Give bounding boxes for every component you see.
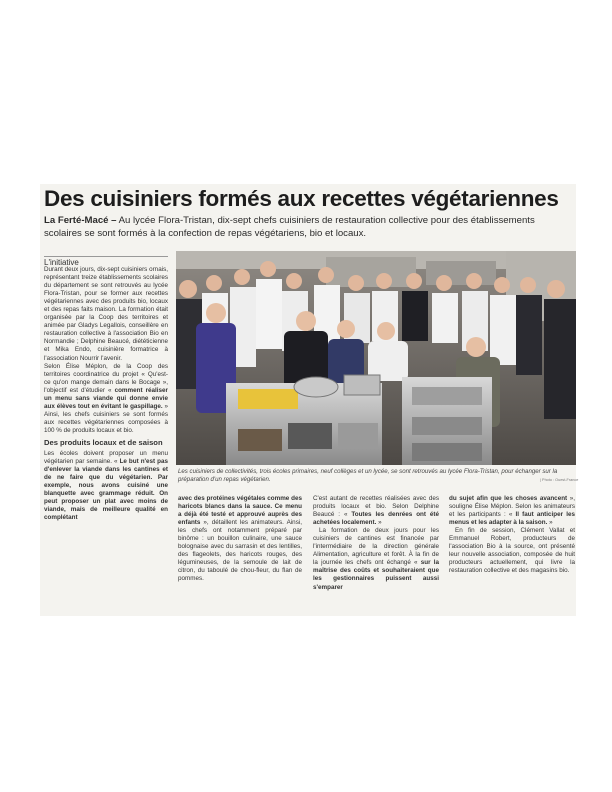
subheading: Des produits locaux et de saison [44,437,163,447]
text-run: La formation de deux jours pour les cuisiniers de cantines est financée par l'intermédiaire de la direction générale Alimentation, agriculture et forêt. À la fin de la journée les chefs ont échangé « [313,527,439,567]
paragraph [44,450,168,522]
headline: Des cuisiniers formés aux recettes végétariennes [44,186,559,211]
paragraph: En fin de session, Clément Vallat et Emmanuel Robert, producteurs de l'association Bio à la source, ont présenté leur nouvelle association, composée de huit producteurs actuellement, qui livre la restauration collective et des magasins bio. [449,527,575,575]
column-4 [449,495,575,575]
quote-run: comment réaliser un menu sans viande qui donne envie aux élèves tout en évitant le gaspillage. [44,386,168,410]
lede-place: La Ferté-Macé – [44,215,117,226]
paragraph [449,495,575,527]
quote-run: Toutes les denrées ont été achetées localement. [313,511,439,527]
column-3 [313,495,439,592]
paragraph [313,495,439,527]
quote-run: avec des protéines végétales comme des haricots blancs dans la sauce. Ce menu a déjà été testé et approuvé auprès des enfants [178,495,302,527]
text-run: Selon Élise Méplon, de la Coop des territoires coordinatrice du projet « Qu'est-ce qu'on mange demain dans le Bocage », l'objectif est d'étudier « [44,362,168,394]
text-run: », détaillent les animateurs. Ainsi, les chefs ont notamment préparé par binôme : un bouillon culinaire, une sauce bolognaise avec du sarrasin et des lentilles, des flageolets, des haricots rouges, des légumineuses, de la semoule de lait de citron, du taboulé de chou-fleur, du flan de pommes. [178,519,302,583]
quote-run: Il faut anticiper les menus et les adapter à la saison. [449,511,575,527]
text-run: » [376,519,382,527]
paragraph [178,495,302,584]
column-2 [178,495,302,584]
text-run: » Ainsi, les chefs cuisiniers se sont formés aux recettes végétariennes composées à 100 % de produits locaux et bio. [44,402,168,434]
photo-credit: | Photo : Ouest-France [540,478,579,482]
paragraph: Durant deux jours, dix-sept cuisiniers ornais, représentant treize établissements scolaires du département se sont retrouvés au lycée Flora-Tristan, pour se former aux recettes végétariennes avec des produits bio, locaux et des repas faits maison. La formation était organisée par la Coop des territoires et animée par Gladys Legallois, conseillère en restauration collective à l'association Bio en Normandie ; Delphine Beaucé, diététicienne et Mika Endo, cuisinière formatrice à l'association Nourrir l'avenir. [44,266,168,362]
quote-run: du sujet afin que les choses avancent [449,495,568,502]
text-run: C'est autant de recettes réalisées avec des produits locaux et bio. Selon Delphine Beaucé : « [313,495,439,519]
group-photo [176,251,576,465]
lede-text: Au lycée Flora-Tristan, dix-sept chefs cuisiniers de restauration collective pour des établissements scolaires se sont formés à la confection de repas végétariens, bio et locaux. [44,215,535,239]
text-run: », souligne Élise Méplon. Selon les animateurs et les participants : « [449,495,575,519]
lede [44,215,572,241]
kitchen-team-photo-illustration [176,251,576,465]
text-run: » [547,519,553,527]
photo-caption: Les cuisiniers de collectivités, trois écoles primaires, neuf collèges et un lycée, se sont retrouvés au lycée Flora-Tristan, pour échanger sur la préparation d'un repas végétarien. [178,468,558,483]
quote-run: sur la maîtrise des coûts et souhaiteraient que les gestionnaires puissent aussi s'emparer [313,559,439,591]
column-1 [44,266,168,522]
quote-run: Le but n'est pas d'enlever la viande dans les cantines et de ne faire que du végétarien. Par exemple, nous avons cuisiné une blanquette avec grammage réduit. On peut proposer un plat avec moins de viande, mais de meilleure qualité en complétant [44,458,168,522]
paragraph [44,363,168,435]
paragraph [313,527,439,591]
kicker: L'initiative [44,256,168,267]
text-run: Les écoles doivent proposer un menu végétarien par semaine. « [44,449,168,466]
